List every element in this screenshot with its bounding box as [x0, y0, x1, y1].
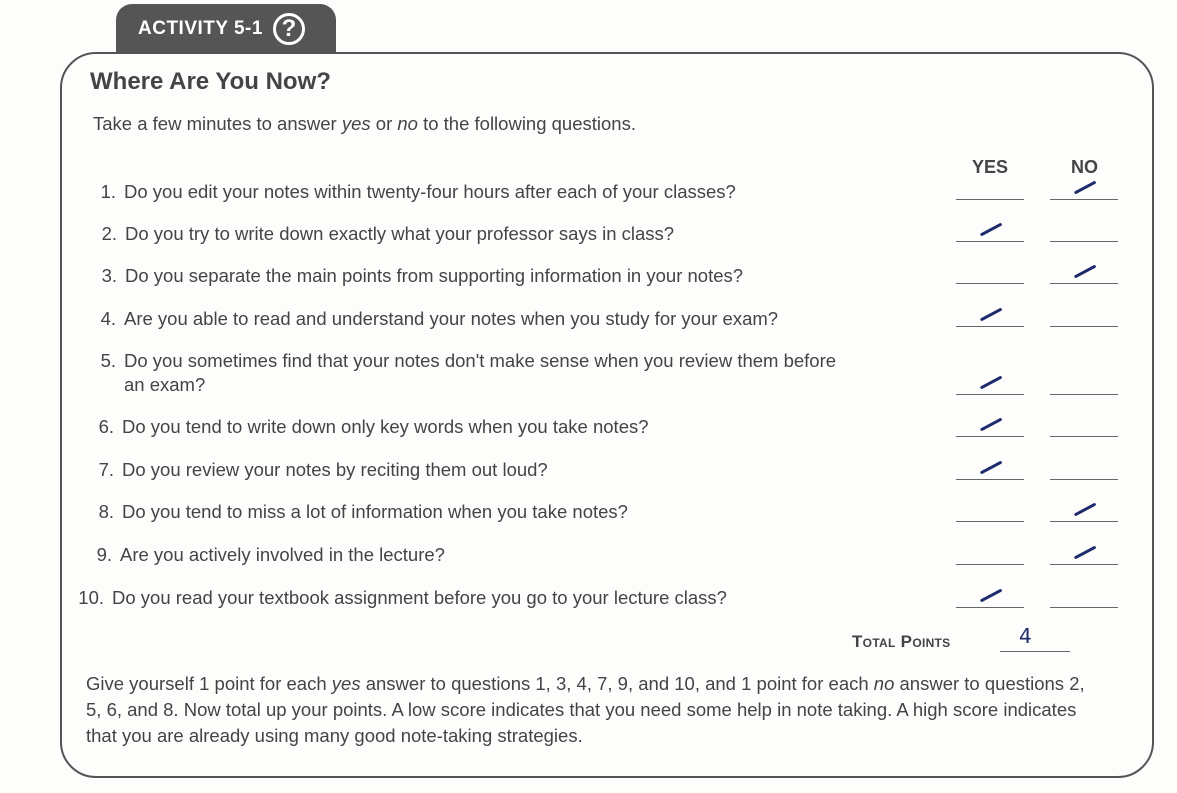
question-item	[76, 586, 832, 610]
activity-tab	[116, 4, 336, 54]
no-answer-blank[interactable]	[1050, 521, 1118, 522]
question-text: Are you able to read and understand your notes when you study for your exam?	[124, 308, 779, 329]
question-item	[89, 264, 845, 288]
question-item	[88, 349, 844, 397]
question-text: Do you read your textbook assignment before you go to your lecture class?	[112, 587, 727, 608]
page-title: Where Are You Now?	[90, 68, 331, 95]
question-text: Are you actively involved in the lecture?	[120, 544, 445, 565]
no-answer-blank[interactable]	[1050, 394, 1118, 395]
yes-answer-blank[interactable]	[956, 436, 1024, 437]
question-text: Do you tend to miss a lot of information when you take notes?	[122, 501, 628, 522]
question-number: 7.	[98, 459, 114, 480]
question-number: 4.	[100, 308, 116, 329]
intro-text: Take a few minutes to answer yes or no to the following questions.	[93, 113, 636, 134]
question-text: Do you separate the main points from supporting information in your notes?	[125, 265, 744, 286]
total-points-blank[interactable]	[1000, 651, 1070, 652]
question-text: Do you tend to write down only key words when you take notes?	[122, 416, 649, 437]
question-item	[88, 180, 844, 204]
question-item	[86, 500, 842, 524]
yes-answer-blank[interactable]	[956, 326, 1024, 327]
help-question-icon[interactable]: ?	[273, 13, 305, 45]
no-answer-blank[interactable]	[1050, 436, 1118, 437]
yes-answer-blank[interactable]	[956, 521, 1024, 522]
question-number: 2.	[101, 223, 117, 244]
question-text: Do you edit your notes within twenty-four hours after each of your classes?	[124, 181, 736, 202]
yes-answer-blank[interactable]	[956, 283, 1024, 284]
yes-answer-blank[interactable]	[956, 199, 1024, 200]
yes-answer-blank[interactable]	[956, 241, 1024, 242]
question-number: 6.	[98, 416, 114, 437]
no-answer-blank[interactable]	[1050, 199, 1118, 200]
activity-label: ACTIVITY 5-1	[138, 18, 263, 39]
scoring-instructions: Give yourself 1 point for each yes answer to questions 1, 3, 4, 7, 9, and 10, and 1 point for each no answer to questions 2, 5, 6, and 8. Now total up your points. A low score indicates that you need some help in note taking. A high score indicates that you are already using many good note-taking strategies.	[86, 673, 1085, 746]
question-item	[88, 307, 844, 331]
yes-column-header: YES	[972, 157, 1009, 177]
no-answer-blank[interactable]	[1050, 241, 1118, 242]
no-answer-blank[interactable]	[1050, 283, 1118, 284]
question-item	[84, 543, 840, 567]
question-number: 9.	[96, 544, 112, 565]
yes-answer-blank[interactable]	[956, 394, 1024, 395]
question-number: 10.	[78, 587, 104, 608]
no-answer-blank[interactable]	[1050, 564, 1118, 565]
yes-answer-blank[interactable]	[956, 479, 1024, 480]
yes-answer-blank[interactable]	[956, 564, 1024, 565]
question-item	[86, 458, 842, 482]
total-points-value: 4	[1019, 624, 1032, 648]
question-number: 5.	[100, 350, 116, 371]
question-item	[86, 415, 842, 439]
question-text: Do you sometimes find that your notes don't make sense when you review them before an exam?	[124, 350, 837, 395]
total-points-label: Total Points	[852, 632, 951, 651]
question-number: 3.	[101, 265, 117, 286]
question-item	[89, 222, 845, 246]
no-answer-blank[interactable]	[1050, 479, 1118, 480]
no-column-header: NO	[1071, 157, 1098, 177]
question-number: 1.	[100, 181, 116, 202]
question-number: 8.	[98, 501, 114, 522]
no-answer-blank[interactable]	[1050, 607, 1118, 608]
question-text: Do you try to write down exactly what your professor says in class?	[125, 223, 675, 244]
no-answer-blank[interactable]	[1050, 326, 1118, 327]
question-text: Do you review your notes by reciting them out loud?	[122, 459, 548, 480]
yes-answer-blank[interactable]	[956, 607, 1024, 608]
